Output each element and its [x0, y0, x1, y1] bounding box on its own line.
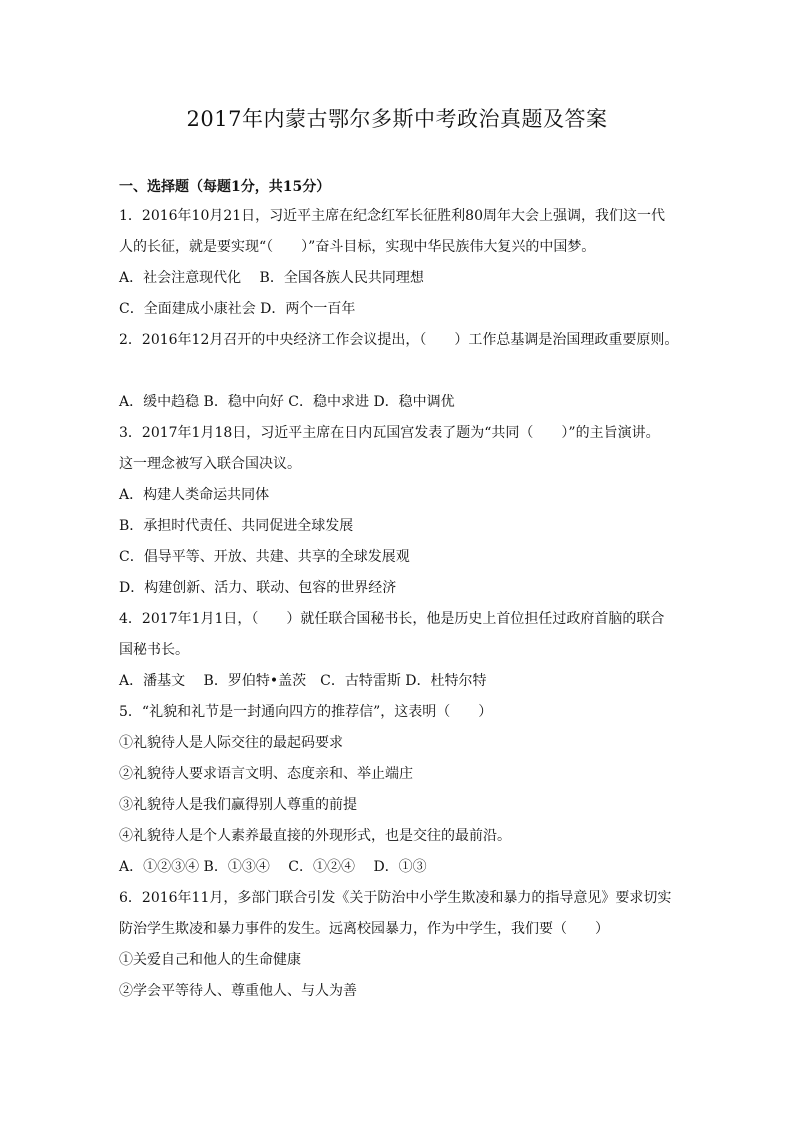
- question-5-item-4: ④礼貌待人是个人素养最直接的外现形式，也是交往的最前沿。: [119, 828, 511, 844]
- question-5-item-3: ③礼貌待人是我们赢得别人尊重的前提: [119, 797, 357, 813]
- question-1-options-ab: A．社会注意现代化 B．全国各族人民共同理想: [119, 270, 424, 286]
- question-5-line-1: 5．“礼貌和礼节是一封通向四方的推荐信”，这表明（ ）: [119, 704, 493, 720]
- question-5-options: A．①②③④ B．①③④ C．①②④ D．①③: [119, 859, 427, 875]
- question-3-option-a: A．构建人类命运共同体: [119, 487, 270, 503]
- question-3-line-2: 这一理念被写入联合国决议。: [119, 456, 301, 472]
- question-6-item-1: ①关爱自己和他人的生命健康: [119, 952, 301, 968]
- question-1-line-2: 人的长征，就是要实现“（ ）”奋斗目标，实现中华民族伟大复兴的中国梦。: [119, 239, 596, 255]
- question-4-line-2: 国秘书长。: [119, 642, 189, 658]
- question-3-option-c: C．倡导平等、开放、共建、共享的全球发展观: [119, 549, 410, 565]
- question-6-item-2: ②学会平等待人、尊重他人、与人为善: [119, 983, 357, 999]
- document-title: 2017年内蒙古鄂尔多斯中考政治真题及答案: [186, 107, 608, 131]
- question-5-item-1: ①礼貌待人是人际交往的最起码要求: [119, 735, 343, 751]
- question-6-line-1: 6．2016年11月，多部门联合引发《关于防治中小学生欺凌和暴力的指导意见》要求切实: [119, 890, 672, 906]
- question-4-line-1: 4．2017年1月1日，（ ）就任联合国秘书长，他是历史上首位担任过政府首脑的联合: [119, 611, 665, 627]
- document-body: [119, 173, 679, 1007]
- question-6-line-2: 防治学生欺凌和暴力事件的发生。远离校园暴力，作为中学生，我们要（ ）: [119, 921, 609, 937]
- question-2-options: A．缓中趋稳 B．稳中向好 C．稳中求进 D．稳中调优: [119, 394, 455, 410]
- question-3-option-b: B．承担时代责任、共同促进全球发展: [119, 518, 354, 534]
- question-1-line-1: 1．2016年10月21日，习近平主席在纪念红军长征胜利80周年大会上强调，我们这一代: [119, 208, 665, 224]
- section-heading: 一、选择题（每题1分，共15分）: [119, 179, 331, 195]
- question-5-item-2: ②礼貌待人要求语言文明、态度亲和、举止端庄: [119, 766, 413, 782]
- question-3-line-1: 3．2017年1月18日，习近平主席在日内瓦国宫发表了题为“共同（ ）”的主旨演讲。: [119, 425, 660, 441]
- blank-line: [119, 356, 679, 387]
- question-3-option-d: D．构建创新、活力、联动、包容的世界经济: [119, 580, 397, 596]
- question-2-line-1: 2．2016年12月召开的中央经济工作会议提出，（ ）工作总基调是治国理政重要原则。: [119, 332, 679, 348]
- question-4-options: A．潘基文 B．罗伯特•盖茨 C．古特雷斯 D．杜特尔特: [119, 673, 487, 689]
- question-1-options-cd: C．全面建成小康社会 D．两个一百年: [119, 301, 356, 317]
